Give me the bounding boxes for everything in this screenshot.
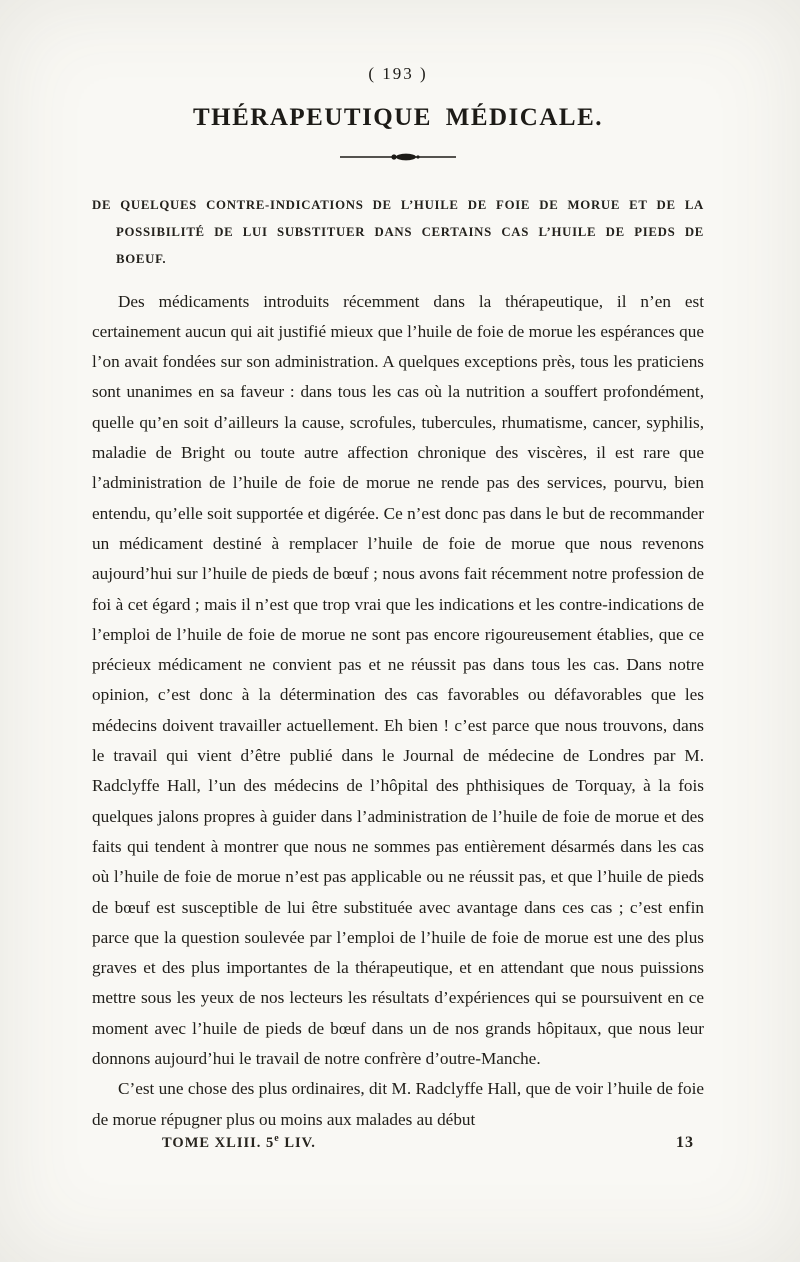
footer-issue-text: LIV. (279, 1135, 316, 1151)
footer-page-number: 13 (676, 1134, 694, 1151)
footer-volume-signature (92, 1135, 316, 1152)
article-title: THÉRAPEUTIQUE MÉDICALE. (193, 104, 603, 131)
page-number-header: ( 193 ) (368, 64, 428, 83)
section-heading: DE QUELQUES CONTRE-INDICATIONS DE L’HUILE DE FOIE DE MORUE ET DE LA POSSIBILITÉ DE LUI SUBSTITUER DANS CERTAINS CAS L’HUILE DE PIEDS DE BOEUF. (92, 198, 704, 266)
fleuron-rule-icon (338, 150, 458, 164)
ornament-divider (92, 150, 704, 164)
paragraph: C’est une chose des plus ordinaires, dit M. Radclyffe Hall, que de voir l’huile de foie de morue répugner plus ou moins aux malades au début (92, 1079, 704, 1129)
footer-ordinal: e (274, 1133, 280, 1145)
article-body (92, 287, 704, 1135)
page-footer (92, 1134, 704, 1152)
footer-volume-text: TOME XLIII. 5 (162, 1135, 275, 1151)
paragraph: Des médicaments introduits récemment dans la thérapeutique, il n’en est certainement aucun qui ait justifié mieux que l’huile de foie de morue les espérances que l’on avait fondées sur son administration. A quelques exceptions près, tous les praticiens sont unanimes en sa faveur : dans tous les cas où la nutrition a souffert profondément, quelle qu’en soit d’ailleurs la cause, scrofules, tubercules, rhumatisme, cancer, syphilis, maladie de Bright ou toute autre affection chronique des viscères, il est rare que l’administration de l’huile de foie de morue ne rende pas des services, pourvu, bien entendu, qu’elle soit supportée et digérée. Ce n’est donc pas dans le but de recommander un médicament destiné à remplacer l’huile de foie de morue que nous revenons aujourd’hui sur l’huile de pieds de bœuf ; nous avons fait récemment notre profession de foi à cet égard ; mais il n’est que trop vrai que les indications et les contre-indications de l’emploi de l’huile de foie de morue ne sont pas encore rigoureusement établies, que ce précieux médicament ne convient pas et ne réussit pas dans tous les cas. Dans notre opinion, c’est donc à la détermination des cas favorables ou défavorables que les médecins doivent travailler actuellement. Eh bien ! c’est parce que nous trouvons, dans le travail qui vient d’être publié dans le Journal de médecine de Londres par M. Radclyffe Hall, l’un des médecins de l’hôpital des phthisiques de Torquay, à la fois quelques jalons propres à guider dans l’administration de l’huile de foie de morue et des faits qui tendent à montrer que nous ne sommes pas entièrement désarmés dans les cas où l’huile de foie de morue n’est pas applicable ou ne réussit pas, et que l’huile de pieds de bœuf est susceptible de lui être substituée avec avantage dans ces cas ; c’est enfin parce que la question soulevée par l’emploi de l’huile de foie de morue est une des plus graves et des plus importantes de la thérapeutique, et en attendant que nous puissions mettre sous les yeux de nos lecteurs les résultats d’expériences qui se poursuivent en ce moment avec l’huile de pieds de bœuf dans un de nos grands hôpitaux, que nous leur donnons aujourd’hui le travail de notre confrère d’outre-Manche. (92, 291, 704, 1068)
